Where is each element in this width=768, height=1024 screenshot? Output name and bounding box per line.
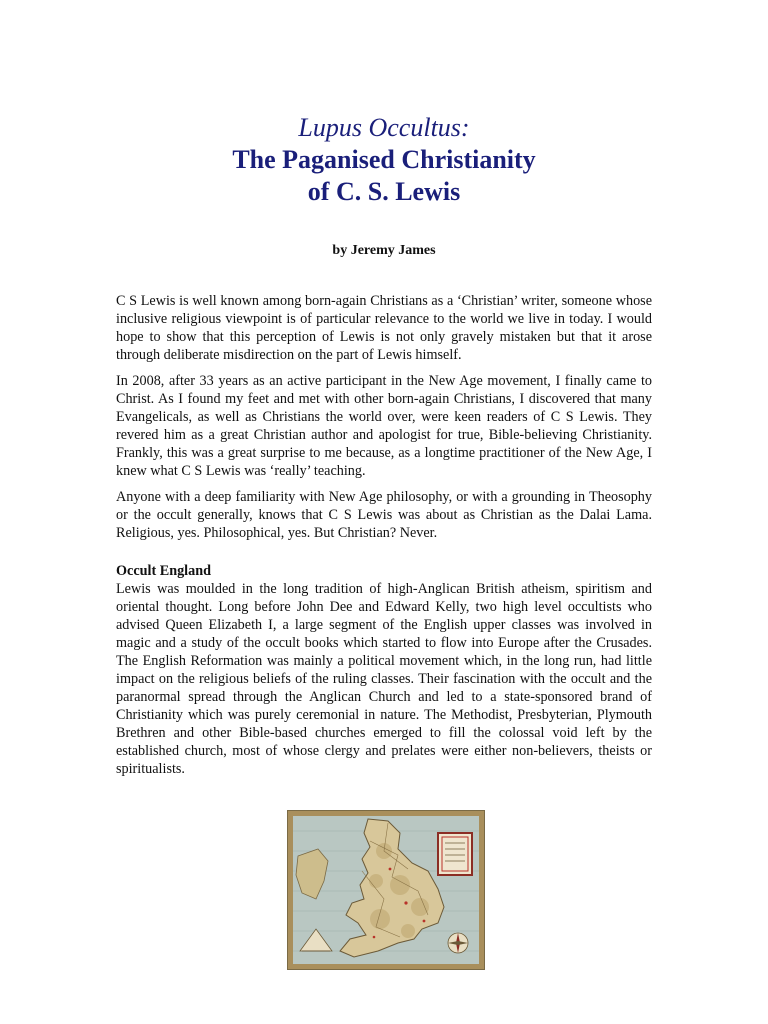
antique-map-of-england xyxy=(287,810,485,970)
paragraph-2: In 2008, after 33 years as an active participant in the New Age movement, I finally came to Christ. As I found my feet and met with other born-again Christians, I discovered that many Evangelicals, as well as Christians the world over, were keen readers of C S Lewis. They revered him as a great Christian author and apologist for true, Bible-believing Christianity. Frankly, this was a great surprise to me because, as a longtime practitioner of the New Age, I knew what C S Lewis was ‘really’ teaching. xyxy=(116,373,652,479)
map-illustration xyxy=(288,811,484,969)
compass-rose xyxy=(448,933,468,953)
paragraph-1: C S Lewis is well known among born-again Christians as a ‘Christian’ writer, someone whose inclusive religious viewpoint is of particular relevance to the world we live in today. I would hope to show that this perception of Lewis is not only gravely mistaken but that it arose through deliberate misdirection on the part of Lewis himself. xyxy=(116,293,652,363)
document-title xyxy=(0,112,768,208)
section-heading: Occult England xyxy=(116,563,211,579)
title-line-2: The Paganised Christianity xyxy=(232,145,536,174)
section-paragraph: Lewis was moulded in the long tradition of high-Anglican British atheism, spiritism and oriental thought. Long before John Dee and Edward Kelly, two high level occultists who advised Queen Elizabeth I, a large segment of the English upper classes was involved in magic and a study of the occult books which started to flow into Europe after the Crusades. The English Reformation was mainly a political movement which, in the long run, had little impact on the religious beliefs of the ruling classes. Their fascination with the occult and the paranormal spread through the Anglican Church and led to a state-sponsored brand of Christianity which was purely ceremonial in nature. The Methodist, Presbyterian, Plymouth Brethren and other Bible-based churches emerged to fill the colossal void left by the established church, most of whose clergy and prelates were either non-believers, theists or spiritualists. xyxy=(116,581,652,777)
article-body xyxy=(116,292,652,786)
paragraph-3: Anyone with a deep familiarity with New Age philosophy, or with a grounding in Theosophy or the occult generally, knows that C S Lewis was about as Christian as the Dalai Lama. Religious, yes. Philosophical, yes. But Christian? Never. xyxy=(116,489,652,541)
map-cartouche xyxy=(438,833,472,875)
title-line-1: Lupus Occultus: xyxy=(298,113,470,142)
author-byline: by Jeremy James xyxy=(332,243,436,258)
title-line-3: of C. S. Lewis xyxy=(307,177,461,206)
